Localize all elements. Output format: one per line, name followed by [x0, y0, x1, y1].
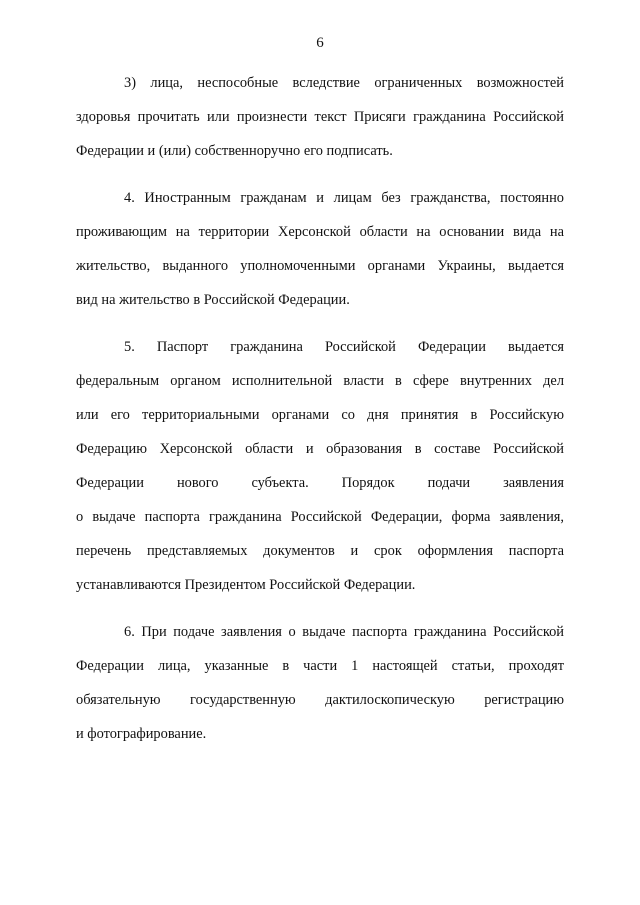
text-line: здоровья прочитать или произнести текст Присяги гражданина Российской: [76, 109, 564, 125]
text-line: Федерацию Херсонской области и образования в составе Российской: [76, 441, 564, 457]
text-line: и фотографирование.: [76, 726, 207, 742]
paragraph-section-6: [76, 615, 564, 751]
text-line: Федерации нового субъекта. Порядок подачи заявления: [76, 475, 564, 491]
text-line: вид на жительство в Российской Федерации.: [76, 292, 350, 308]
text-line: обязательную государственную дактилоскопическую регистрацию: [76, 692, 564, 708]
text-line: проживающим на территории Херсонской области на основании вида на: [76, 224, 564, 240]
text-line: 4. Иностранным гражданам и лицам без гражданства, постоянно: [124, 190, 564, 206]
text-line: 5. Паспорт гражданина Российской Федерации выдается: [124, 339, 564, 355]
text-line: 6. При подаче заявления о выдаче паспорта гражданина Российской: [124, 624, 564, 640]
text-line: Федерации и (или) собственноручно его подписать.: [76, 143, 393, 159]
paragraph-item-3: [76, 66, 564, 168]
text-line: Федерации лица, указанные в части 1 настоящей статьи, проходят: [76, 658, 564, 674]
text-line: федеральным органом исполнительной власти в сфере внутренних дел: [76, 373, 564, 389]
text-line: перечень представляемых документов и срок оформления паспорта: [76, 543, 564, 559]
text-line: устанавливаются Президентом Российской Федерации.: [76, 577, 416, 593]
paragraph-section-4: [76, 181, 564, 317]
text-line: 3) лица, неспособные вследствие ограниченных возможностей: [124, 75, 564, 91]
text-line: о выдаче паспорта гражданина Российской Федерации, форма заявления,: [76, 509, 564, 525]
text-line: жительство, выданного уполномоченными органами Украины, выдается: [76, 258, 564, 274]
paragraph-section-5: [76, 330, 564, 602]
document-body: [76, 66, 564, 764]
text-line: или его территориальными органами со дня принятия в Российскую: [76, 407, 564, 423]
page-number: 6: [316, 35, 324, 51]
